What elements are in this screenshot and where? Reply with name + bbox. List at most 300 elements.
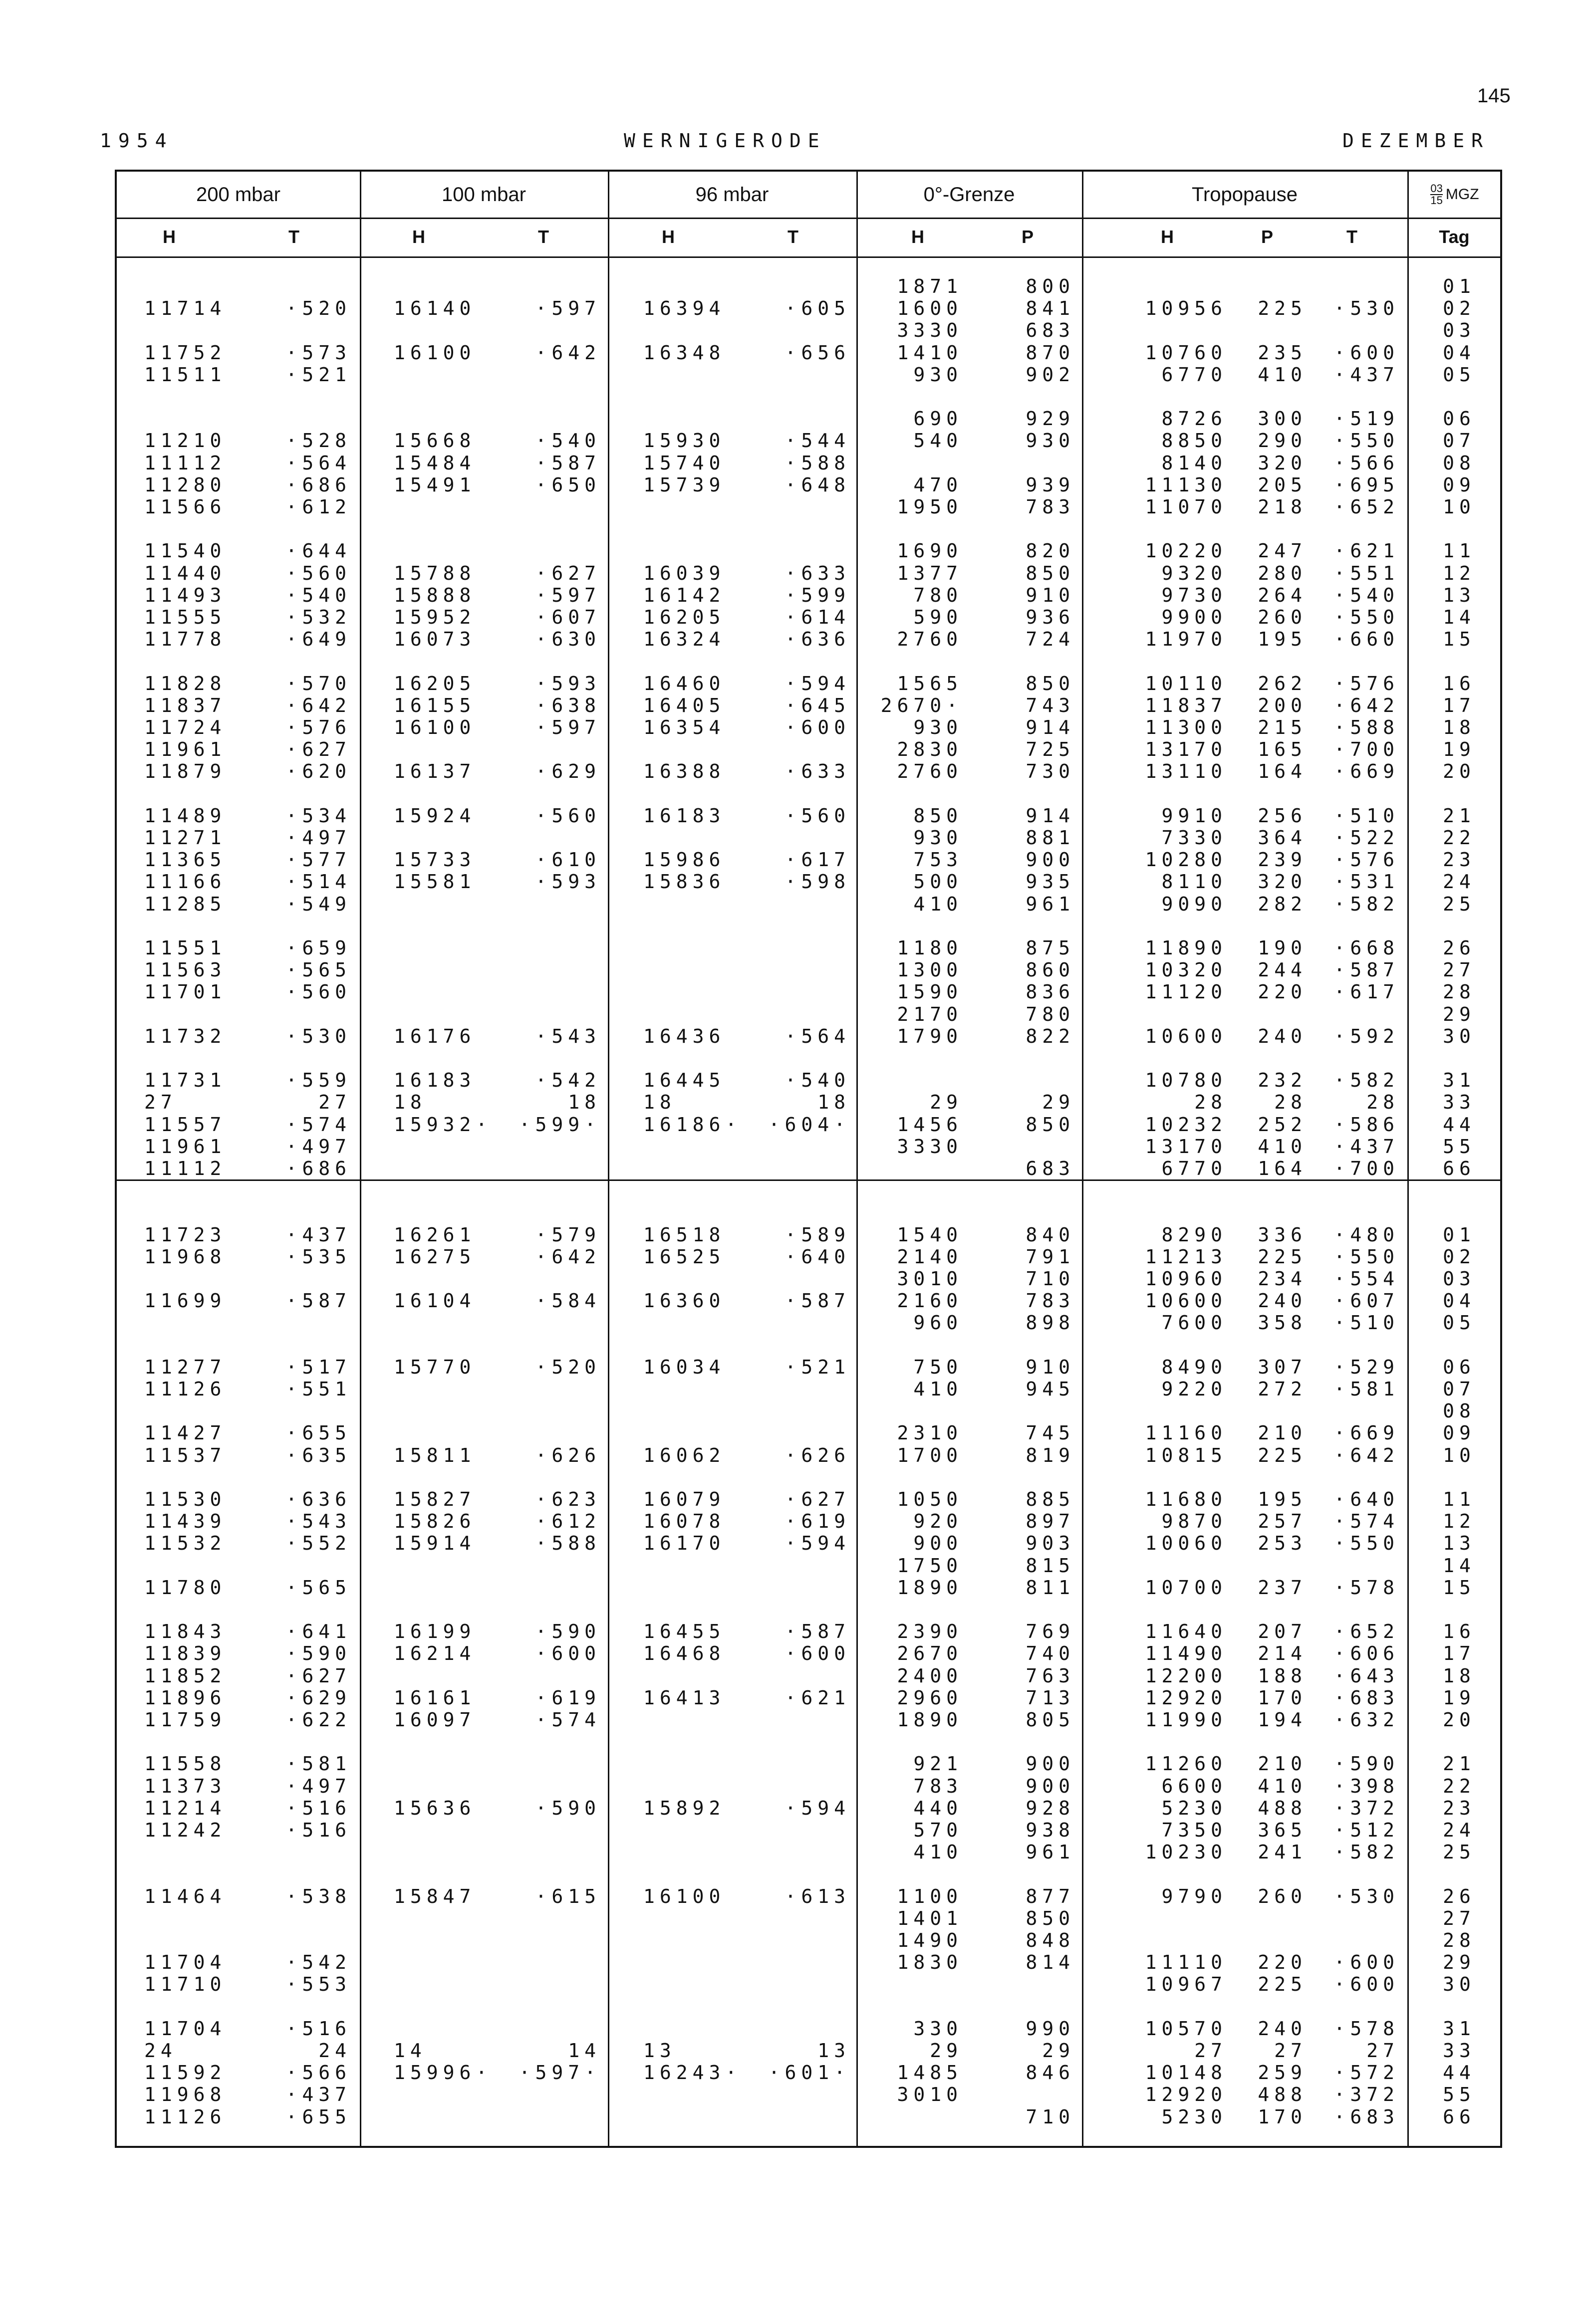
cell-h0: 540 xyxy=(913,430,963,452)
cell-t96 xyxy=(761,981,850,1003)
cell-h96: 16100 xyxy=(643,1885,726,1907)
cell-h96 xyxy=(643,1753,768,1775)
cell-htrop: 11070 xyxy=(1145,496,1227,518)
cell-ttrop xyxy=(1310,1047,1399,1069)
cell-t96: ·614 xyxy=(785,606,850,628)
cell-h0: 1790 xyxy=(897,1025,963,1047)
cell-htrop: 11160 xyxy=(1145,1422,1227,1444)
cell-h200: 11852 xyxy=(144,1664,227,1687)
cell-p0: 769 xyxy=(1026,1621,1075,1643)
cell-t100: ·600 xyxy=(535,1642,601,1665)
cell-t96: ·589 xyxy=(785,1223,850,1246)
cell-p0 xyxy=(980,452,1075,474)
cell-h200: 11879 xyxy=(144,760,227,783)
cell-ttrop: ·700 xyxy=(1333,1158,1399,1179)
cell-t100 xyxy=(511,1555,601,1577)
cell-htrop: 10232 xyxy=(1145,1113,1227,1136)
cell-p0: 740 xyxy=(1026,1642,1075,1665)
cell-tag: 10 xyxy=(1443,1444,1476,1466)
cell-h100 xyxy=(394,1819,519,1841)
cell-tag: 44 xyxy=(1443,1113,1476,1136)
cell-htrop: 9870 xyxy=(1161,1510,1227,1533)
cell-t96: ·594 xyxy=(785,1797,850,1819)
cell-t200: ·686 xyxy=(285,1158,351,1179)
cell-h200 xyxy=(144,1003,269,1025)
cell-h96: 16324 xyxy=(643,628,726,651)
cell-h100: 15770 xyxy=(394,1356,476,1378)
cell-t100 xyxy=(511,496,601,518)
cell-h0: 1180 xyxy=(897,937,963,959)
cell-ptrop xyxy=(1232,915,1307,937)
cell-tag: 05 xyxy=(1443,363,1476,386)
cell-p0: 900 xyxy=(1026,1753,1075,1775)
cell-t96 xyxy=(761,386,850,408)
cell-h96 xyxy=(643,2018,768,2040)
cell-ttrop: ·606 xyxy=(1333,1642,1399,1665)
cell-t96 xyxy=(761,783,850,805)
cell-h200: 11759 xyxy=(144,1709,227,1731)
cell-t200: ·543 xyxy=(285,1510,351,1533)
cell-htrop: 12920 xyxy=(1145,2084,1227,2106)
cell-ttrop xyxy=(1310,1599,1399,1621)
cell-h0 xyxy=(865,1201,963,1223)
cell-t100: ·599· xyxy=(519,1113,601,1136)
cell-htrop: 10148 xyxy=(1145,2062,1227,2084)
cell-t100: ·543 xyxy=(535,1025,601,1047)
cell-h100: 16214 xyxy=(394,1642,476,1665)
cell-h100: 16183 xyxy=(394,1069,476,1092)
cell-ptrop xyxy=(1232,1863,1307,1885)
cell-t200: ·573 xyxy=(285,341,351,364)
cell-h96: 15739 xyxy=(643,473,726,496)
cell-h96 xyxy=(643,275,768,297)
cell-tag: 02 xyxy=(1443,297,1476,320)
subheader-h: H xyxy=(1161,227,1174,247)
cell-t96 xyxy=(761,1599,850,1621)
cell-htrop xyxy=(1095,1996,1227,2018)
cell-h96 xyxy=(643,915,768,937)
cell-t96 xyxy=(761,959,850,981)
cell-htrop xyxy=(1095,1400,1227,1422)
cell-t96 xyxy=(761,364,850,386)
cell-ptrop xyxy=(1232,518,1307,540)
cell-t96: ·604· xyxy=(768,1113,850,1136)
cell-h0: 2760 xyxy=(897,628,963,651)
cell-h0: 1830 xyxy=(897,1951,963,1974)
cell-htrop xyxy=(1095,1731,1227,1753)
cell-t100: ·627 xyxy=(535,562,601,584)
cell-p0: 683 xyxy=(1026,1158,1075,1179)
cell-tag xyxy=(1419,1201,1499,1223)
cell-h96: 18 xyxy=(643,1091,676,1114)
cell-ttrop: ·642 xyxy=(1333,694,1399,716)
cell-h96 xyxy=(643,1775,768,1797)
cell-htrop xyxy=(1095,1201,1227,1223)
cell-t100 xyxy=(511,937,601,959)
cell-htrop: 8490 xyxy=(1161,1356,1227,1378)
cell-t100: ·584 xyxy=(535,1290,601,1312)
cell-t100 xyxy=(511,275,601,297)
cell-t100 xyxy=(511,1973,601,1995)
cell-p0: 903 xyxy=(1026,1532,1075,1555)
cell-t200 xyxy=(262,275,351,297)
cell-h100: 16097 xyxy=(394,1709,476,1731)
cell-t96 xyxy=(761,496,850,518)
cell-htrop: 11970 xyxy=(1145,628,1227,651)
cell-t200: ·686 xyxy=(285,473,351,496)
cell-t96: ·621 xyxy=(785,1686,850,1709)
cell-t200: ·532 xyxy=(285,606,351,628)
cell-tag: 19 xyxy=(1443,738,1476,761)
cell-t100 xyxy=(511,1996,601,2018)
cell-p0: 815 xyxy=(1026,1554,1075,1577)
cell-ptrop: 195 xyxy=(1258,1488,1307,1510)
cell-tag: 23 xyxy=(1443,1797,1476,1819)
cell-h96: 16445 xyxy=(643,1069,726,1092)
cell-htrop xyxy=(1095,1003,1227,1025)
cell-h0: 1410 xyxy=(897,341,963,364)
cell-ttrop: ·554 xyxy=(1333,1268,1399,1290)
cell-ptrop: 259 xyxy=(1258,2062,1307,2084)
cell-p0: 900 xyxy=(1026,849,1075,871)
cell-p0: 783 xyxy=(1026,1290,1075,1312)
cell-t200: ·560 xyxy=(285,981,351,1003)
cell-tag: 01 xyxy=(1443,275,1476,297)
cell-tag: 26 xyxy=(1443,1885,1476,1907)
cell-t100: ·597 xyxy=(535,584,601,606)
cell-p0: 850 xyxy=(1026,672,1075,695)
cell-htrop: 28 xyxy=(1194,1091,1227,1114)
cell-htrop: 11490 xyxy=(1145,1642,1227,1665)
cell-t100 xyxy=(511,1775,601,1797)
cell-p0: 846 xyxy=(1026,2062,1075,2084)
cell-h100 xyxy=(394,1201,519,1223)
cell-h96: 16183 xyxy=(643,804,726,827)
cell-htrop: 10600 xyxy=(1145,1025,1227,1047)
cell-ttrop: 28 xyxy=(1366,1091,1399,1114)
cell-t200: ·627 xyxy=(285,738,351,761)
cell-tag: 06 xyxy=(1443,408,1476,430)
cell-t200: 27 xyxy=(318,1091,351,1114)
cell-t96: ·601· xyxy=(768,2062,850,2084)
subheader-t: T xyxy=(538,227,549,247)
cell-t96: ·587 xyxy=(785,1621,850,1643)
cell-ptrop: 307 xyxy=(1258,1356,1307,1378)
cell-ttrop: ·607 xyxy=(1333,1290,1399,1312)
cell-t200 xyxy=(262,319,351,341)
cell-h96 xyxy=(643,408,768,430)
cell-t100: ·607 xyxy=(535,606,601,628)
cell-t200: ·577 xyxy=(285,849,351,871)
cell-p0 xyxy=(980,1996,1075,2018)
cell-t200 xyxy=(262,1400,351,1422)
cell-t200: ·514 xyxy=(285,871,351,893)
cell-h100 xyxy=(394,1753,519,1775)
cell-tag: 05 xyxy=(1443,1312,1476,1334)
cell-ttrop: ·519 xyxy=(1333,408,1399,430)
cell-tag: 13 xyxy=(1443,584,1476,606)
cell-h96 xyxy=(643,540,768,562)
cell-ttrop: ·550 xyxy=(1333,606,1399,628)
cell-t200: ·644 xyxy=(285,540,351,562)
cell-h0: 1890 xyxy=(897,1709,963,1731)
cell-htrop: 12200 xyxy=(1145,1664,1227,1687)
cell-ptrop: 252 xyxy=(1258,1113,1307,1136)
cell-ptrop: 195 xyxy=(1258,628,1307,651)
cell-t200: ·659 xyxy=(285,937,351,959)
cell-h100: 14 xyxy=(394,2040,427,2062)
cell-h200: 11558 xyxy=(144,1753,227,1775)
header-station: WERNIGERODE xyxy=(624,130,826,152)
cell-h200 xyxy=(144,386,269,408)
cell-h100 xyxy=(394,981,519,1003)
cell-ttrop: ·578 xyxy=(1333,2017,1399,2040)
cell-h96: 16078 xyxy=(643,1510,726,1533)
cell-tag: 06 xyxy=(1443,1356,1476,1378)
cell-p0: 914 xyxy=(1026,716,1075,738)
cell-h0 xyxy=(865,1599,963,1621)
cell-ptrop: 214 xyxy=(1258,1642,1307,1665)
cell-t100 xyxy=(511,518,601,540)
cell-p0 xyxy=(980,1731,1075,1753)
cell-h200: 11968 xyxy=(144,1245,227,1268)
cell-t100 xyxy=(511,408,601,430)
cell-htrop: 10600 xyxy=(1145,1290,1227,1312)
cell-tag: 03 xyxy=(1443,1268,1476,1290)
cell-p0 xyxy=(980,783,1075,805)
cell-ttrop: ·700 xyxy=(1333,738,1399,761)
cell-ttrop: ·652 xyxy=(1333,496,1399,518)
cell-htrop: 11300 xyxy=(1145,716,1227,738)
cell-h100 xyxy=(394,1003,519,1025)
cell-tag: 33 xyxy=(1443,2040,1476,2062)
cell-ttrop xyxy=(1310,1731,1399,1753)
cell-p0 xyxy=(980,518,1075,540)
cell-p0 xyxy=(980,650,1075,672)
cell-h96 xyxy=(643,1951,768,1973)
cell-p0: 938 xyxy=(1026,1819,1075,1841)
cell-ptrop xyxy=(1232,1929,1307,1951)
cell-h96 xyxy=(643,893,768,915)
cell-h96 xyxy=(643,1312,768,1334)
cell-t100: ·642 xyxy=(535,1245,601,1268)
cell-ptrop: 237 xyxy=(1258,1576,1307,1599)
cell-h200: 11828 xyxy=(144,672,227,695)
cell-h200 xyxy=(144,1201,269,1223)
cell-t96: ·587 xyxy=(785,1290,850,1312)
cell-h96 xyxy=(643,738,768,760)
cell-ptrop: 188 xyxy=(1258,1664,1307,1687)
cell-h200: 11365 xyxy=(144,849,227,871)
cell-t100: ·629 xyxy=(535,760,601,783)
cell-ttrop: ·372 xyxy=(1333,1797,1399,1819)
cell-t100 xyxy=(511,1003,601,1025)
cell-t200: ·528 xyxy=(285,430,351,452)
cell-htrop xyxy=(1095,1555,1227,1577)
cell-tag: 16 xyxy=(1443,1621,1476,1643)
cell-ttrop xyxy=(1310,783,1399,805)
cell-h100: 15668 xyxy=(394,430,476,452)
cell-ttrop: ·578 xyxy=(1333,1576,1399,1599)
cell-p0: 898 xyxy=(1026,1312,1075,1334)
cell-ttrop xyxy=(1310,1466,1399,1488)
cell-h200 xyxy=(144,1599,269,1621)
cell-h96 xyxy=(643,1929,768,1951)
cell-h200 xyxy=(144,1555,269,1577)
cell-p0: 881 xyxy=(1026,827,1075,849)
cell-p0: 713 xyxy=(1026,1686,1075,1709)
cell-h96 xyxy=(643,1047,768,1069)
cell-t200: ·497 xyxy=(285,1135,351,1158)
cell-ttrop: ·437 xyxy=(1333,1135,1399,1158)
cell-p0: 850 xyxy=(1026,562,1075,584)
cell-t96: ·588 xyxy=(785,452,850,474)
cell-h96: 16354 xyxy=(643,716,726,738)
cell-ptrop: 165 xyxy=(1258,738,1307,761)
cell-h100 xyxy=(394,1907,519,1929)
cell-t96: ·594 xyxy=(785,1532,850,1555)
cell-p0 xyxy=(980,1973,1075,1995)
cell-t96: ·594 xyxy=(785,672,850,695)
cell-ttrop: ·668 xyxy=(1333,937,1399,959)
cell-ttrop xyxy=(1310,386,1399,408)
cell-t100: ·619 xyxy=(535,1686,601,1709)
cell-ptrop: 235 xyxy=(1258,341,1307,364)
cell-tag: 25 xyxy=(1443,1841,1476,1863)
cell-h96 xyxy=(643,1003,768,1025)
cell-p0: 725 xyxy=(1026,738,1075,761)
cell-p0 xyxy=(980,1466,1075,1488)
cell-h200: 11214 xyxy=(144,1797,227,1819)
cell-h200: 11557 xyxy=(144,1113,227,1136)
cell-t200: ·612 xyxy=(285,496,351,518)
cell-t96 xyxy=(761,738,850,760)
cell-ttrop xyxy=(1310,1003,1399,1025)
subheader-h: H xyxy=(412,227,425,247)
cell-h200: 11285 xyxy=(144,893,227,915)
cell-t96 xyxy=(761,1555,850,1577)
subheader-h: H xyxy=(911,227,924,247)
cell-ptrop: 194 xyxy=(1258,1709,1307,1731)
cell-h100: 16155 xyxy=(394,694,476,716)
cell-h100: 15484 xyxy=(394,452,476,474)
cell-h96 xyxy=(643,1555,768,1577)
cell-h100 xyxy=(394,783,519,805)
cell-ptrop: 253 xyxy=(1258,1532,1307,1555)
cell-h100: 15847 xyxy=(394,1885,476,1907)
cell-h100 xyxy=(394,1466,519,1488)
cell-ttrop: ·660 xyxy=(1333,628,1399,651)
cell-p0: 870 xyxy=(1026,341,1075,364)
cell-h0: 1456 xyxy=(897,1113,963,1136)
cell-ttrop xyxy=(1310,1555,1399,1577)
cell-h96: 16468 xyxy=(643,1642,726,1665)
cell-h96: 15836 xyxy=(643,871,726,893)
cell-htrop xyxy=(1095,1929,1227,1951)
cell-h200: 11701 xyxy=(144,981,227,1003)
cell-t96: ·633 xyxy=(785,760,850,783)
cell-h0: 930 xyxy=(913,827,963,849)
cell-h200: 11563 xyxy=(144,959,227,981)
cell-h200: 11592 xyxy=(144,2062,227,2084)
cell-tag: 08 xyxy=(1443,1400,1476,1422)
cell-ttrop: ·600 xyxy=(1333,341,1399,364)
cell-ttrop xyxy=(1310,1907,1399,1929)
cell-t100 xyxy=(511,783,601,805)
cell-h0: 753 xyxy=(913,849,963,871)
cell-t100 xyxy=(511,2018,601,2040)
cell-t96 xyxy=(761,1334,850,1356)
cell-t200: ·551 xyxy=(285,1378,351,1400)
cell-h96: 16518 xyxy=(643,1223,726,1246)
cell-p0: 930 xyxy=(1026,430,1075,452)
cell-h200: 11714 xyxy=(144,297,227,320)
cell-h200: 11530 xyxy=(144,1488,227,1510)
cell-t96: ·521 xyxy=(785,1356,850,1378)
cell-h100 xyxy=(394,1334,519,1356)
cell-h100 xyxy=(394,386,519,408)
cell-tag: 17 xyxy=(1443,694,1476,716)
cell-h0: 1600 xyxy=(897,297,963,320)
cell-h0: 2390 xyxy=(897,1621,963,1643)
cell-h200: 11723 xyxy=(144,1223,227,1246)
cell-t200: ·635 xyxy=(285,1444,351,1466)
cell-t200: ·516 xyxy=(285,1797,351,1819)
cell-tag: 18 xyxy=(1443,716,1476,738)
cell-t96: 13 xyxy=(817,2040,850,2062)
cell-h96 xyxy=(643,1136,768,1158)
cell-h200 xyxy=(144,1466,269,1488)
cell-tag: 30 xyxy=(1443,1973,1476,1996)
cell-t200 xyxy=(262,1731,351,1753)
divider xyxy=(856,172,858,2146)
cell-h0: 750 xyxy=(913,1356,963,1378)
cell-h100: 18 xyxy=(394,1091,427,1114)
cell-p0 xyxy=(980,1599,1075,1621)
cell-t100: ·638 xyxy=(535,694,601,716)
cell-tag: 20 xyxy=(1443,1709,1476,1731)
cell-tag: 21 xyxy=(1443,1753,1476,1775)
cell-t100 xyxy=(511,540,601,562)
cell-t96 xyxy=(761,1378,850,1400)
cell-h100 xyxy=(394,275,519,297)
cell-h100: 15733 xyxy=(394,849,476,871)
cell-htrop: 6770 xyxy=(1161,1158,1227,1179)
cell-tag xyxy=(1419,650,1499,672)
cell-ptrop: 257 xyxy=(1258,1510,1307,1533)
cell-t96 xyxy=(761,1136,850,1158)
cell-h0 xyxy=(865,386,963,408)
cell-t200: ·534 xyxy=(285,804,351,827)
cell-ptrop: 190 xyxy=(1258,937,1307,959)
subheader-h: H xyxy=(163,227,176,247)
cell-tag: 09 xyxy=(1443,1422,1476,1444)
cell-h100 xyxy=(394,915,519,937)
cell-h0: 2160 xyxy=(897,1290,963,1312)
cell-h200: 11210 xyxy=(144,430,227,452)
cell-h100: 16137 xyxy=(394,760,476,783)
cell-ptrop xyxy=(1232,275,1307,297)
cell-ttrop: ·540 xyxy=(1333,584,1399,606)
cell-p0: 910 xyxy=(1026,1356,1075,1378)
cell-ptrop: 358 xyxy=(1258,1312,1307,1334)
cell-t100: ·597 xyxy=(535,297,601,320)
cell-t96 xyxy=(761,540,850,562)
cell-t200: ·553 xyxy=(285,1973,351,1996)
cell-p0: 710 xyxy=(1026,1268,1075,1290)
cell-h0 xyxy=(865,1158,963,1179)
cell-t100: ·560 xyxy=(535,804,601,827)
